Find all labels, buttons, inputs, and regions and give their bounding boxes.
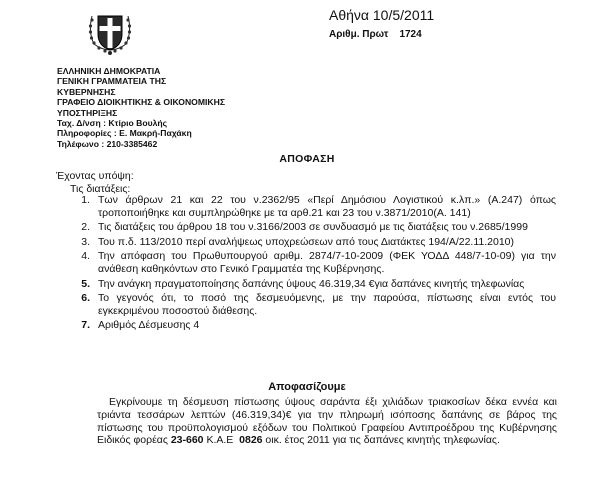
org-line: ΕΛΛΗΝΙΚΗ ΔΗΜΟΚΡΑΤΙΑ <box>57 66 161 76</box>
item-number: 1. <box>81 194 90 206</box>
item-text: Την ανάγκη πραγματοποίησης δαπάνης ύψους 46.319,34 €για δαπάνες κινητής τηλεφωνίας <box>98 277 525 290</box>
phone-line: Τηλέφωνο : 210-3385462 <box>57 138 158 149</box>
kae-label: Κ.Α.Ε <box>206 434 234 447</box>
issuing-authority-block <box>57 66 247 149</box>
item-number: 2. <box>81 221 90 234</box>
document-title: ΑΠΟΦΑΣΗ <box>279 153 335 165</box>
protocol-value: 1724 <box>399 29 422 40</box>
contact-line: Πληροφορίες : Ε. Μακρή-Παχάκη <box>57 128 192 139</box>
kae-code: 0826 <box>239 434 263 447</box>
item-text: Αριθμός Δέσμευσης 4 <box>98 319 200 332</box>
item-text: Των άρθρων 21 και 22 του ν.2362/95 «Περί Δημόσιου Λογιστικού κ.λπ.» (Α.247) όπως τροποποιήθηκε και συμπληρώθηκε με τα αρθ.21 και 23 του ν.3871/2010(Α. 141) <box>98 194 556 219</box>
decision-body <box>97 396 557 447</box>
address-line: Ταχ. Δ/νση : Κτίριο Βουλής <box>57 118 168 129</box>
list-item <box>78 292 556 317</box>
fund-code: 23-660 <box>170 434 204 447</box>
list-item <box>78 250 556 275</box>
considerations-list <box>78 194 556 334</box>
decision-text: Εγκρίνουμε τη δέσμευση πίστωσης ύψους σαράντα έξι χιλιάδων τριακοσίων δέκα εννέα και τριάντα τεσσάρων λεπτών (46.319,34)€ για την πληρωμή ισόποσης δαπάνης σε βάρος της πίστωσης του προϋπολογισμού εξόδων του Πολιτικού Γραφείου Αντιπροέδρου της Κυβέρνησης Ειδικός φορέας <box>97 396 557 447</box>
org-line: ΓΡΑΦΕΙΟ ΔΙΟΙΚΗΤΙΚΗΣ & ΟΙΚΟΝΟΜΙΚΗΣ <box>57 97 225 108</box>
decision-heading: Αποφασίζουμε <box>268 381 346 393</box>
having-in-mind-label: Έχοντας υπόψη: <box>56 170 134 182</box>
list-item <box>78 194 556 219</box>
item-number: 3. <box>81 235 90 248</box>
item-text: Την απόφαση του Πρωθυπουργού αριθμ. 2874/7-10-2009 (ΦΕΚ ΥΟΔΔ 448/7-10-09) για την ανάθεση καθηκόντων στο Γενικό Γραμματέα της Κυβέρνησης. <box>98 250 556 275</box>
item-text: Του π.δ. 113/2010 περί αναλήψεως υποχρεώσεων από τους Διατάκτες 194/Α/22.11.2010) <box>98 235 515 248</box>
item-number: 6. <box>81 292 90 305</box>
decision-text-end: οικ. έτος 2011 για τις δαπάνες κινητής τηλεφωνίας. <box>265 434 500 447</box>
list-item <box>78 278 556 291</box>
provisions-label: Τις διατάξεις: <box>70 183 131 195</box>
item-number: 4. <box>81 250 90 263</box>
item-number: 5. <box>81 277 90 290</box>
greek-coat-of-arms-icon <box>84 6 136 58</box>
list-item <box>78 319 556 332</box>
protocol-number <box>329 29 422 40</box>
org-line: ΥΠΟΣΤΗΡΙΞΗΣ <box>57 107 118 118</box>
org-line: ΚΥΒΕΡΝΗΣΗΣ <box>57 86 116 97</box>
list-item <box>78 221 556 234</box>
item-text: Το γεγονός ότι, το ποσό της δεσμευόμενης, με την παρούσα, πίστωσης είναι εντός του εγκεκριμένου ποσοστού διάθεσης. <box>98 292 556 317</box>
protocol-label: Αριθμ. Πρωτ <box>329 29 389 40</box>
item-text: Τις διατάξεις του άρθρου 18 του ν.3166/2003 σε συνδυασμό με τις διατάξεις του ν.2685/1999 <box>98 221 528 234</box>
item-number: 7. <box>81 319 90 332</box>
list-item <box>78 236 556 249</box>
document-date: Αθήνα 10/5/2011 <box>329 7 435 23</box>
org-line: ΓΕΝΙΚΗ ΓΡΑΜΜΑΤΕΙΑ ΤΗΣ <box>57 76 167 87</box>
